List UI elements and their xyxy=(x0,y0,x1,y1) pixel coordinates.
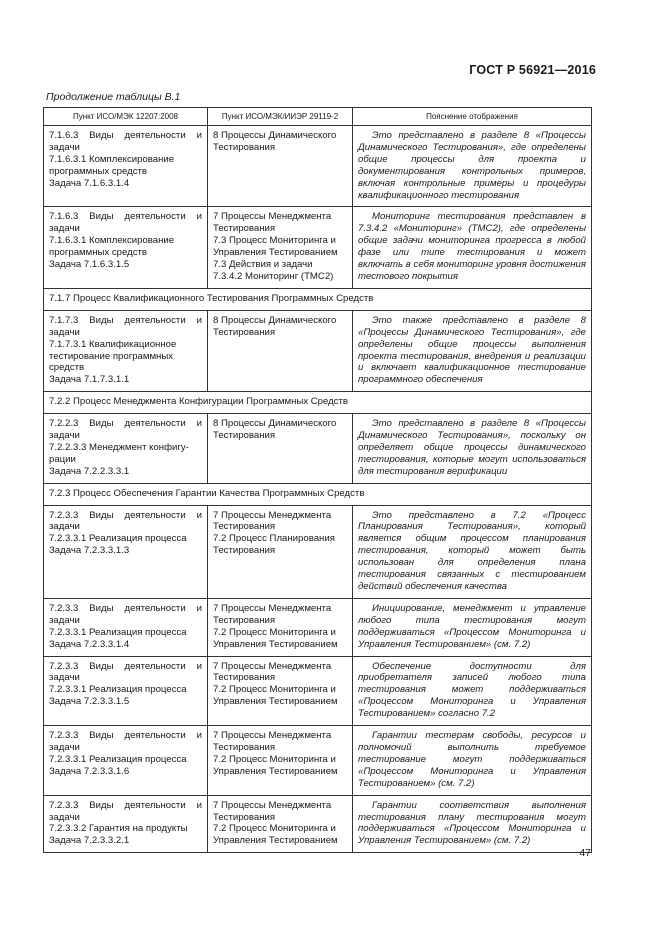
clause-line: Задача 7.2.3.3.1.3 xyxy=(49,545,130,557)
explanation-cell: Это также представлено в разделе 8 «Процессы Динамического Тестирования», где определены общие процессы выполнения проекта тестирования, внедрения и реализации и включает квалификационное тестирование программного обеспечения xyxy=(353,310,592,391)
clause-line: Задача 7.1.6.3.1.5 xyxy=(49,259,130,271)
clause-line: задачи xyxy=(49,672,80,684)
clause-line: Управления Тестированием xyxy=(213,765,338,777)
clause-line: Управления Тестированием xyxy=(213,638,338,650)
explanation-cell: Инициирование, менеджмент и управление любого типа тестирования могут поддерживаться «Процессом Мониторинга и Управления Тестированием» (см. 7.2) xyxy=(353,598,592,656)
iso29119-clause-cell xyxy=(208,207,353,288)
clause-line: Задача 7.2.3.3.1.5 xyxy=(49,696,130,708)
clause-line: 7.2 Процесс Мониторинга и xyxy=(213,753,336,765)
table-row xyxy=(44,126,592,207)
table-header-row xyxy=(44,108,592,126)
iso12207-clause-cell xyxy=(44,207,208,288)
page-number: 47 xyxy=(579,847,591,859)
section-row xyxy=(44,483,592,505)
table-body xyxy=(44,126,592,853)
iso12207-clause-cell xyxy=(44,505,208,598)
clause-line: 7.3 Процесс Мониторинга и xyxy=(213,235,336,247)
table-row xyxy=(44,310,592,391)
explanation-cell: Это представлено в 7.2 «Процесс Планирования Тестирования», который является общим процессом планирования тестирования, который может быть использован для определения плана тестирования связанных с тестированием действий обеспечения качества xyxy=(353,505,592,598)
clause-line: задачи xyxy=(49,326,80,338)
clause-line: 7.1.6.3 Виды деятельности и xyxy=(49,211,202,223)
explanation-cell: Гарантии тестерам свободы, ресурсов и полномочий выполнить требуемое тестирование могут поддерживаться «Процессом Мониторинга и Управления Тестированием» (см. 7.2) xyxy=(353,726,592,796)
explanation-cell: Гарантии соответствия выполнения тестирования плану тестирования могут поддерживаться «Процессом Мониторинга и Управления Тестированием» (см. 7.2) xyxy=(353,795,592,853)
clause-line: Тестирования xyxy=(213,741,276,753)
clause-line: задачи xyxy=(49,521,80,533)
iso12207-clause-cell xyxy=(44,126,208,207)
clause-line: 7.1.7.3.1 Квалификационное xyxy=(49,338,177,350)
clause-line: Задача 7.2.2.3.3.1 xyxy=(49,465,130,477)
clause-line: тестирование программных xyxy=(49,350,174,362)
clause-line: 7.1.6.3.1 Комплексирование xyxy=(49,153,175,165)
clause-line: задачи xyxy=(49,741,80,753)
clause-line: Управления Тестированием xyxy=(213,696,338,708)
clause-line: задачи xyxy=(49,811,80,823)
clause-line: 7.2 Процесс Мониторинга и xyxy=(213,626,336,638)
explanation-cell: Это представлено в разделе 8 «Процессы Динамического Тестирования», где определены общие процессы для проекта и документирования контрольных примеров, включая контрольные примеры и процедуры квалификационного тестирования xyxy=(353,126,592,207)
column-header-iso29119: Пункт ИСО/МЭК/ИИЭР 29119-2 xyxy=(208,108,353,126)
clause-line: 7.3 Действия и задачи xyxy=(213,259,313,271)
iso12207-clause-cell xyxy=(44,795,208,853)
iso12207-clause-cell xyxy=(44,598,208,656)
section-title: 7.2.2 Процесс Менеджмента Конфигурации Программных Средств xyxy=(44,392,592,414)
clause-line: 7.2 Процесс Мониторинга и xyxy=(213,823,336,835)
table-row xyxy=(44,726,592,796)
clause-line: Тестирования xyxy=(213,223,276,235)
mapping-table xyxy=(43,107,592,853)
iso29119-clause-cell xyxy=(208,598,353,656)
iso29119-clause-cell xyxy=(208,310,353,391)
clause-line: 7.2 Процесс Планирования xyxy=(213,533,335,545)
table-row xyxy=(44,795,592,853)
clause-line: задачи xyxy=(49,141,80,153)
iso29119-clause-cell xyxy=(208,656,353,726)
clause-line: 7.1.6.3 Виды деятельности и xyxy=(49,130,202,141)
clause-line: Задача 7.2.3.3.1.4 xyxy=(49,638,130,650)
clause-line: 7 Процессы Менеджмента xyxy=(213,799,332,811)
table-row xyxy=(44,414,592,484)
clause-line: 7.2.3.3.1 Реализация процесса xyxy=(49,753,187,765)
section-title: 7.1.7 Процесс Квалификационного Тестирования Программных Средств xyxy=(44,288,592,310)
clause-line: 8 Процессы Динамического xyxy=(213,418,337,430)
iso12207-clause-cell xyxy=(44,726,208,796)
clause-line: Тестирования xyxy=(213,545,276,557)
clause-line: задачи xyxy=(49,614,80,626)
column-header-explanation: Пояснение отображения xyxy=(353,108,592,126)
iso29119-clause-cell xyxy=(208,414,353,484)
clause-line: 7.2.2.3 Виды деятельности и xyxy=(49,418,202,430)
clause-line: Тестирования xyxy=(213,811,276,823)
explanation-cell: Это представлено в разделе 8 «Процессы Динамического Тестирования», поскольку он определяет общие процессы динамического тестирования, которые могут использоваться для тестирования верификации xyxy=(353,414,592,484)
table-row xyxy=(44,505,592,598)
column-header-iso12207: Пункт ИСО/МЭК 12207:2008 xyxy=(44,108,208,126)
explanation-cell: Обеспечение доступности для приобретателя записей любого типа тестирования может поддерживаться «Процессом Мониторинга и Управления Тестированием» согласно 7.2 xyxy=(353,656,592,726)
clause-line: 7.2.3.3 Виды деятельности и xyxy=(49,509,202,521)
clause-line: Задача 7.1.7.3.1.1 xyxy=(49,374,130,386)
clause-line: 7.2.3.3.1 Реализация процесса xyxy=(49,684,187,696)
iso29119-clause-cell xyxy=(208,126,353,207)
table-row xyxy=(44,598,592,656)
section-title: 7.2.3 Процесс Обеспечения Гарантии Качества Программных Средств xyxy=(44,483,592,505)
table-row xyxy=(44,207,592,288)
clause-line: 7.2.3.3 Виды деятельности и xyxy=(49,730,202,742)
iso29119-clause-cell xyxy=(208,726,353,796)
clause-line: Задача 7.1.6.3.1.4 xyxy=(49,177,130,189)
clause-line: Тестирования xyxy=(213,141,276,153)
iso29119-clause-cell xyxy=(208,505,353,598)
clause-line: 7.2.3.3 Виды деятельности и xyxy=(49,660,202,672)
clause-line: Тестирования xyxy=(213,614,276,626)
iso12207-clause-cell xyxy=(44,414,208,484)
iso12207-clause-cell xyxy=(44,656,208,726)
clause-line: Управления Тестированием xyxy=(213,247,338,259)
section-row xyxy=(44,288,592,310)
clause-line: 7.2 Процесс Мониторинга и xyxy=(213,684,336,696)
clause-line: средств xyxy=(49,362,85,374)
iso29119-clause-cell xyxy=(208,795,353,853)
clause-line: 8 Процессы Динамического xyxy=(213,314,337,326)
iso12207-clause-cell xyxy=(44,310,208,391)
explanation-cell: Мониторинг тестирования представлен в 7.3.4.2 «Мониторинг» (ТМС2), где определены общие задачи мониторинга прогресса в любой фазе или типе тестирования и может включать в себя мониторинг уровня достижения тестового покрытия xyxy=(353,207,592,288)
clause-line: 7.3.4.2 Мониторинг (ТМС2) xyxy=(213,270,334,282)
clause-line: 7 Процессы Менеджмента xyxy=(213,509,332,521)
clause-line: 7.2.3.3 Виды деятельности и xyxy=(49,799,202,811)
clause-line: 7.1.7.3 Виды деятельности и xyxy=(49,314,202,326)
clause-line: 7.2.2.3.3 Менеджмент конфигу- xyxy=(49,441,189,453)
clause-line: программных средств xyxy=(49,247,148,259)
clause-line: 7 Процессы Менеджмента xyxy=(213,211,332,223)
table-row xyxy=(44,656,592,726)
clause-line: Тестирования xyxy=(213,430,276,442)
clause-line: Тестирования xyxy=(213,672,276,684)
clause-line: 7 Процессы Менеджмента xyxy=(213,730,332,742)
document-header: ГОСТ Р 56921—2016 xyxy=(469,63,596,77)
clause-line: 7.2.3.3.2 Гарантия на продукты xyxy=(49,823,188,835)
clause-line: 7 Процессы Менеджмента xyxy=(213,602,332,614)
clause-line: задачи xyxy=(49,430,80,442)
section-row xyxy=(44,392,592,414)
clause-line: 7.1.6.3.1 Комплексирование xyxy=(49,235,175,247)
clause-line: программных средств xyxy=(49,165,148,177)
clause-line: 8 Процессы Динамического xyxy=(213,130,337,141)
table-caption: Продолжение таблицы В.1 xyxy=(46,91,181,103)
clause-line: Тестирования xyxy=(213,521,276,533)
clause-line: Задача 7.2.3.3.2.1 xyxy=(49,835,130,847)
clause-line: 7.2.3.3.1 Реализация процесса xyxy=(49,533,187,545)
clause-line: 7 Процессы Менеджмента xyxy=(213,660,332,672)
clause-line: задачи xyxy=(49,223,80,235)
clause-line: Тестирования xyxy=(213,326,276,338)
clause-line: Управления Тестированием xyxy=(213,835,338,847)
clause-line: рации xyxy=(49,453,76,465)
clause-line: Задача 7.2.3.3.1.6 xyxy=(49,765,130,777)
clause-line: 7.2.3.3.1 Реализация процесса xyxy=(49,626,187,638)
clause-line: 7.2.3.3 Виды деятельности и xyxy=(49,602,202,614)
